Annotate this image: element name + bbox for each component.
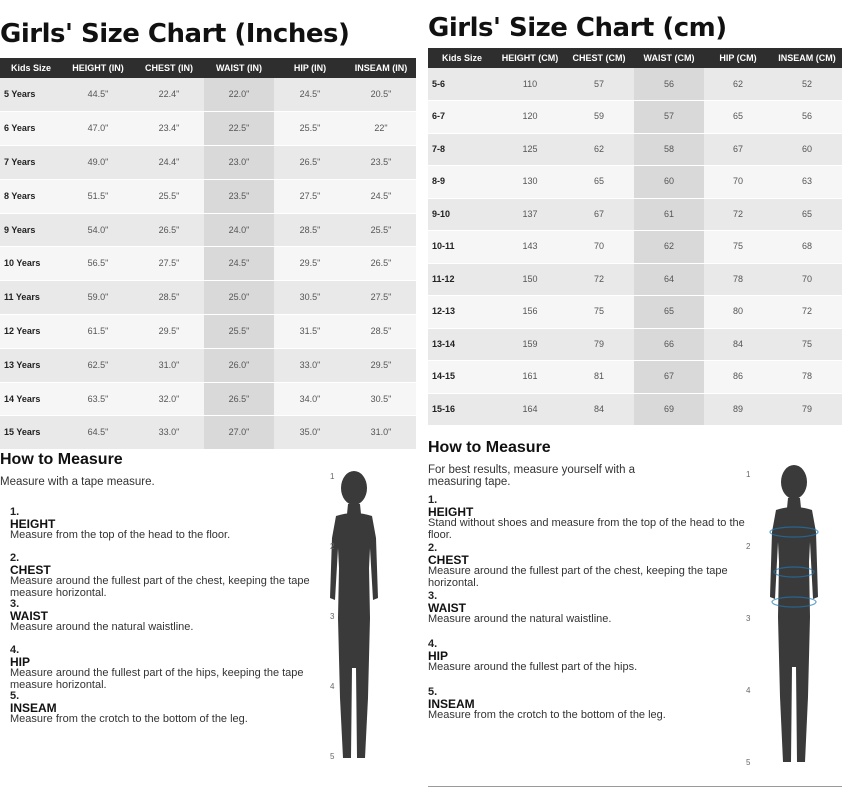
step-label: HEIGHT xyxy=(10,517,56,531)
column-header: INSEAM (CM) xyxy=(772,48,842,68)
measure-step xyxy=(10,506,328,542)
measurement-cell: 64.5" xyxy=(62,416,134,450)
measure-point-marker: 5 xyxy=(330,752,335,761)
step-num: 2. xyxy=(428,542,438,554)
size-label-cell: 12 Years xyxy=(0,315,62,349)
step-text: Stand without shoes and measure from the top of the head to the floor. xyxy=(428,517,745,541)
size-label-cell: 11 Years xyxy=(0,281,62,315)
measurement-cell: 62 xyxy=(634,231,704,264)
measurement-cell: 75 xyxy=(772,328,842,361)
measure-step xyxy=(10,690,328,726)
measurement-cell: 56 xyxy=(772,101,842,134)
table-row xyxy=(428,68,842,101)
body-silhouette-icon xyxy=(318,468,388,768)
table-row xyxy=(428,133,842,166)
size-label-cell: 12-13 xyxy=(428,296,496,329)
howto-intro: Measure with a tape measure. xyxy=(0,476,155,488)
step-label: CHEST xyxy=(428,553,469,567)
measurement-cell: 72 xyxy=(704,198,772,231)
measurement-cell: 25.0" xyxy=(204,281,274,315)
measurement-cell: 75 xyxy=(564,296,634,329)
body-silhouette-icon xyxy=(758,462,828,772)
measurement-cell: 29.5" xyxy=(134,315,204,349)
measure-point-marker: 2 xyxy=(746,542,751,551)
measurement-cell: 81 xyxy=(564,361,634,394)
measurement-cell: 164 xyxy=(496,393,564,426)
measurement-cell: 59 xyxy=(564,101,634,134)
measurement-cell: 62.5" xyxy=(62,348,134,382)
measurement-cell: 31.5" xyxy=(274,315,346,349)
measurement-cell: 23.5" xyxy=(204,179,274,213)
measurement-cell: 62 xyxy=(704,68,772,101)
measure-point-marker: 4 xyxy=(746,686,751,695)
step-label: HIP xyxy=(10,655,31,669)
measurement-cell: 25.5" xyxy=(204,315,274,349)
measurement-cell: 57 xyxy=(564,68,634,101)
step-text: Measure around the fullest part of the chest, keeping the tape horizontal. xyxy=(428,565,728,589)
measurement-cell: 70 xyxy=(564,231,634,264)
table-row xyxy=(428,263,842,296)
measurement-cell: 22" xyxy=(346,112,416,146)
table-row xyxy=(428,231,842,264)
size-label-cell: 15-16 xyxy=(428,393,496,426)
howto-title: How to Measure xyxy=(0,451,123,468)
measurement-cell: 161 xyxy=(496,361,564,394)
measurement-cell: 30.5" xyxy=(274,281,346,315)
step-label: CHEST xyxy=(10,563,51,577)
measurement-cell: 67 xyxy=(564,198,634,231)
size-label-cell: 8 Years xyxy=(0,179,62,213)
column-header: HIP (IN) xyxy=(274,58,346,78)
table-row xyxy=(0,179,416,213)
size-label-cell: 9 Years xyxy=(0,213,62,247)
measurement-cell: 26.5" xyxy=(274,146,346,180)
measure-point-marker: 3 xyxy=(746,614,751,623)
measure-step xyxy=(10,644,328,691)
measurement-cell: 156 xyxy=(496,296,564,329)
measurement-cell: 68 xyxy=(772,231,842,264)
measure-point-marker: 4 xyxy=(330,682,335,691)
column-header: WAIST (CM) xyxy=(634,48,704,68)
column-header: CHEST (CM) xyxy=(564,48,634,68)
table-header-row xyxy=(0,58,416,78)
measurement-cell: 24.4" xyxy=(134,146,204,180)
measurement-cell: 49.0" xyxy=(62,146,134,180)
step-num: 4. xyxy=(10,644,20,656)
size-label-cell: 13 Years xyxy=(0,348,62,382)
measurement-cell: 28.5" xyxy=(134,281,204,315)
measurement-cell: 72 xyxy=(772,296,842,329)
measurement-cell: 60 xyxy=(634,166,704,199)
measure-point-marker: 5 xyxy=(746,758,751,767)
step-num: 1. xyxy=(10,506,20,518)
column-header: CHEST (IN) xyxy=(134,58,204,78)
measurement-cell: 125 xyxy=(496,133,564,166)
step-label: WAIST xyxy=(10,609,48,623)
measurement-cell: 30.5" xyxy=(346,382,416,416)
measurement-cell: 84 xyxy=(564,393,634,426)
measurement-cell: 25.5" xyxy=(346,213,416,247)
measurement-cell: 25.5" xyxy=(134,179,204,213)
step-text: Measure from the top of the head to the floor. xyxy=(10,529,231,541)
measurement-cell: 67 xyxy=(634,361,704,394)
measurement-cell: 22.4" xyxy=(134,78,204,112)
measurement-cell: 27.5" xyxy=(346,281,416,315)
size-label-cell: 5 Years xyxy=(0,78,62,112)
size-table-inches xyxy=(0,58,416,450)
measurement-cell: 78 xyxy=(704,263,772,296)
measurement-cell: 22.5" xyxy=(204,112,274,146)
step-text: Measure around the fullest part of the hips, keeping the tape measure horizontal. xyxy=(10,667,304,691)
measurement-cell: 150 xyxy=(496,263,564,296)
step-text: Measure around the fullest part of the chest, keeping the tape measure horizontal. xyxy=(10,575,310,599)
table-row xyxy=(428,361,842,394)
table-row xyxy=(0,416,416,450)
measurement-cell: 66 xyxy=(634,328,704,361)
measurement-cell: 32.0" xyxy=(134,382,204,416)
size-label-cell: 6-7 xyxy=(428,101,496,134)
measurement-cell: 110 xyxy=(496,68,564,101)
measurement-cell: 28.5" xyxy=(346,315,416,349)
measurement-cell: 63 xyxy=(772,166,842,199)
step-text: Measure from the crotch to the bottom of the leg. xyxy=(10,713,248,725)
measurement-cell: 35.0" xyxy=(274,416,346,450)
measurement-cell: 69 xyxy=(634,393,704,426)
size-label-cell: 6 Years xyxy=(0,112,62,146)
measure-point-marker: 2 xyxy=(330,542,335,551)
measurement-cell: 54.0" xyxy=(62,213,134,247)
measure-step xyxy=(428,542,746,589)
measure-step xyxy=(428,638,746,674)
column-header: Kids Size xyxy=(0,58,62,78)
measurement-cell: 61.5" xyxy=(62,315,134,349)
measure-step xyxy=(428,590,746,626)
measurement-cell: 51.5" xyxy=(62,179,134,213)
step-text: Measure around the natural waistline. xyxy=(10,621,194,633)
step-num: 3. xyxy=(428,590,438,602)
measurement-cell: 33.0" xyxy=(274,348,346,382)
measurement-cell: 80 xyxy=(704,296,772,329)
measurement-cell: 63.5" xyxy=(62,382,134,416)
chart-title: Girls' Size Chart (Inches) xyxy=(0,19,350,49)
step-label: INSEAM xyxy=(10,701,57,715)
measurement-cell: 137 xyxy=(496,198,564,231)
measurement-cell: 60 xyxy=(772,133,842,166)
step-num: 5. xyxy=(10,690,20,702)
measurement-cell: 44.5" xyxy=(62,78,134,112)
table-header-row xyxy=(428,48,842,68)
measurement-cell: 26.0" xyxy=(204,348,274,382)
size-label-cell: 10-11 xyxy=(428,231,496,264)
table-row xyxy=(0,112,416,146)
size-label-cell: 9-10 xyxy=(428,198,496,231)
size-label-cell: 15 Years xyxy=(0,416,62,450)
chart-title: Girls' Size Chart (cm) xyxy=(428,13,727,43)
measurement-cell: 24.0" xyxy=(204,213,274,247)
measurement-cell: 25.5" xyxy=(274,112,346,146)
column-header: HIP (CM) xyxy=(704,48,772,68)
table-row xyxy=(428,328,842,361)
measurement-cell: 61 xyxy=(634,198,704,231)
size-label-cell: 14-15 xyxy=(428,361,496,394)
table-row xyxy=(0,281,416,315)
table-row xyxy=(0,213,416,247)
measure-point-marker: 3 xyxy=(330,612,335,621)
measurement-cell: 29.5" xyxy=(274,247,346,281)
measurement-cell: 65 xyxy=(564,166,634,199)
size-table-cm xyxy=(428,48,842,426)
measurement-cell: 70 xyxy=(704,166,772,199)
column-header: INSEAM (IN) xyxy=(346,58,416,78)
measurement-cell: 79 xyxy=(772,393,842,426)
howto-intro: For best results, measure yourself with a measuring tape. xyxy=(428,464,636,488)
measurement-cell: 89 xyxy=(704,393,772,426)
measurement-cell: 120 xyxy=(496,101,564,134)
measurement-cell: 26.5" xyxy=(204,382,274,416)
size-label-cell: 7-8 xyxy=(428,133,496,166)
step-label: HIP xyxy=(428,649,449,663)
measurement-cell: 33.0" xyxy=(134,416,204,450)
size-label-cell: 8-9 xyxy=(428,166,496,199)
measurement-cell: 23.0" xyxy=(204,146,274,180)
measurement-cell: 86 xyxy=(704,361,772,394)
measurement-cell: 70 xyxy=(772,263,842,296)
measurement-cell: 56.5" xyxy=(62,247,134,281)
size-label-cell: 7 Years xyxy=(0,146,62,180)
measurement-cell: 65 xyxy=(634,296,704,329)
table-row xyxy=(0,315,416,349)
measurement-cell: 72 xyxy=(564,263,634,296)
step-num: 3. xyxy=(10,598,20,610)
measurement-cell: 29.5" xyxy=(346,348,416,382)
measure-step xyxy=(10,598,328,634)
measurement-cell: 24.5" xyxy=(346,179,416,213)
measurement-cell: 143 xyxy=(496,231,564,264)
step-num: 5. xyxy=(428,686,438,698)
measurement-cell: 28.5" xyxy=(274,213,346,247)
step-text: Measure around the natural waistline. xyxy=(428,613,612,625)
measurement-cell: 47.0" xyxy=(62,112,134,146)
table-row xyxy=(0,382,416,416)
measurement-cell: 59.0" xyxy=(62,281,134,315)
step-text: Measure around the fullest part of the hips. xyxy=(428,661,638,673)
step-num: 4. xyxy=(428,638,438,650)
measurement-cell: 84 xyxy=(704,328,772,361)
measurement-cell: 31.0" xyxy=(134,348,204,382)
measure-point-marker: 1 xyxy=(746,470,751,479)
step-text: Measure from the crotch to the bottom of the leg. xyxy=(428,709,666,721)
measurement-cell: 64 xyxy=(634,263,704,296)
table-row xyxy=(428,296,842,329)
size-label-cell: 5-6 xyxy=(428,68,496,101)
table-row xyxy=(428,166,842,199)
measurement-cell: 31.0" xyxy=(346,416,416,450)
howto-title: How to Measure xyxy=(428,439,551,456)
step-num: 1. xyxy=(428,494,438,506)
size-label-cell: 13-14 xyxy=(428,328,496,361)
measure-step xyxy=(10,552,328,599)
bottom-rule xyxy=(428,786,842,787)
step-num: 2. xyxy=(10,552,20,564)
table-body xyxy=(0,78,416,450)
measurement-cell: 24.5" xyxy=(204,247,274,281)
measurement-cell: 24.5" xyxy=(274,78,346,112)
column-header: HEIGHT (CM) xyxy=(496,48,564,68)
measurement-cell: 57 xyxy=(634,101,704,134)
measurement-cell: 75 xyxy=(704,231,772,264)
measurement-cell: 34.0" xyxy=(274,382,346,416)
measurement-cell: 62 xyxy=(564,133,634,166)
table-row xyxy=(428,198,842,231)
measurement-cell: 65 xyxy=(772,198,842,231)
table-row xyxy=(0,146,416,180)
measurement-cell: 130 xyxy=(496,166,564,199)
measurement-cell: 52 xyxy=(772,68,842,101)
measurement-cell: 27.0" xyxy=(204,416,274,450)
measurement-cell: 67 xyxy=(704,133,772,166)
measurement-cell: 27.5" xyxy=(274,179,346,213)
size-label-cell: 10 Years xyxy=(0,247,62,281)
table-row xyxy=(0,247,416,281)
measurement-cell: 78 xyxy=(772,361,842,394)
table-row xyxy=(0,348,416,382)
measurement-cell: 26.5" xyxy=(134,213,204,247)
column-header: Kids Size xyxy=(428,48,496,68)
table-row xyxy=(0,78,416,112)
measurement-cell: 79 xyxy=(564,328,634,361)
measurement-cell: 23.5" xyxy=(346,146,416,180)
column-header: HEIGHT (IN) xyxy=(62,58,134,78)
measure-point-marker: 1 xyxy=(330,472,335,481)
measurement-cell: 23.4" xyxy=(134,112,204,146)
measurement-cell: 22.0" xyxy=(204,78,274,112)
measurement-cell: 26.5" xyxy=(346,247,416,281)
measure-step xyxy=(428,494,746,541)
measurement-cell: 65 xyxy=(704,101,772,134)
table-row xyxy=(428,101,842,134)
step-label: INSEAM xyxy=(428,697,475,711)
column-header: WAIST (IN) xyxy=(204,58,274,78)
measurement-cell: 20.5" xyxy=(346,78,416,112)
size-label-cell: 14 Years xyxy=(0,382,62,416)
step-label: WAIST xyxy=(428,601,466,615)
measurement-cell: 27.5" xyxy=(134,247,204,281)
table-row xyxy=(428,393,842,426)
step-label: HEIGHT xyxy=(428,505,474,519)
table-body xyxy=(428,68,842,426)
measurement-cell: 159 xyxy=(496,328,564,361)
measurement-cell: 58 xyxy=(634,133,704,166)
measurement-cell: 56 xyxy=(634,68,704,101)
measure-step xyxy=(428,686,746,722)
size-label-cell: 11-12 xyxy=(428,263,496,296)
